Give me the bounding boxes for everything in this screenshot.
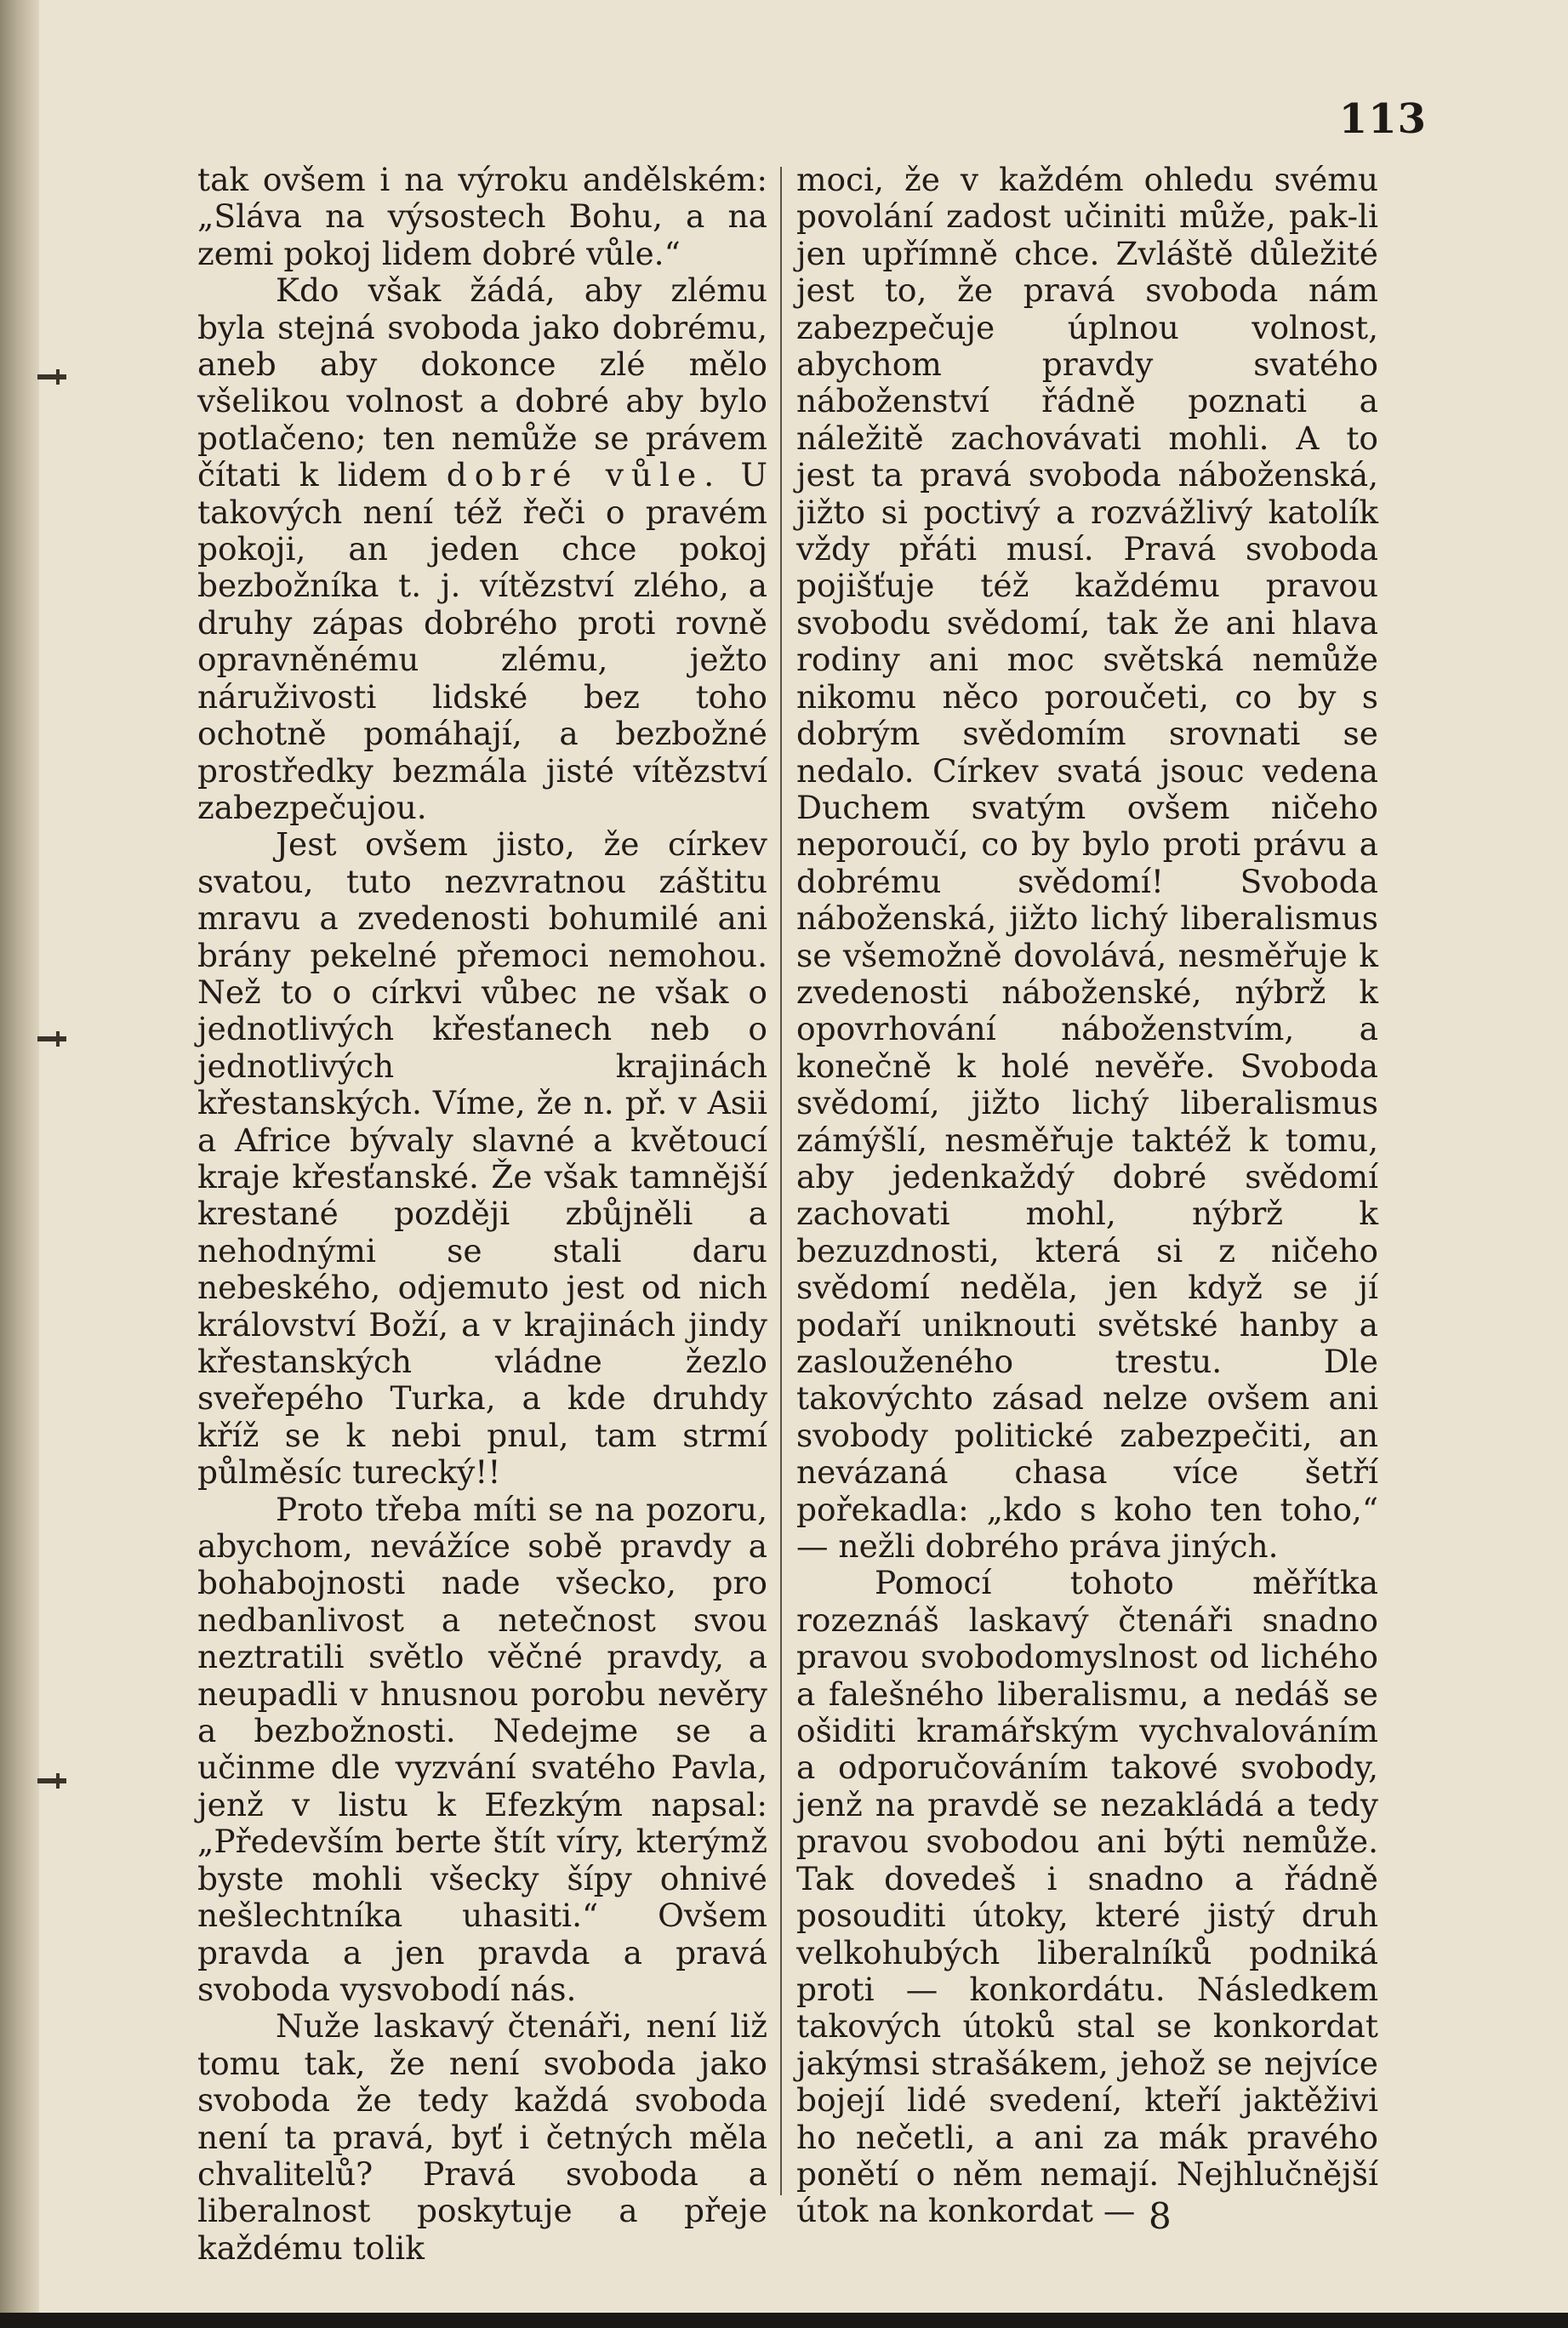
text-run: U takových není též řeči o pravém pokoji, an jeden chce pokoj bezbožníka t. j. vítězství zlého, a druhy zápas dobrého proti rovně opravněnému zlému, ježto náruživosti lidské bez toho ochotně pomáhají, a bezbožné prostředky bezmála jisté vítězství zabezpečujou.: [197, 456, 768, 826]
paragraph: moci, že v každém ohledu svému povolání zadost učiniti může, pak-li jen upřímně chce. Zvláště důležité jest to, že pravá svoboda nám zabezpečuje úplnou volnost, abychom pravdy svatého náboženství řádně poznati a náležitě zachovávati mohli. A to jest ta pravá svoboda náboženská, jižto si poctivý a rozvážlivý katolík vždy přáti musí. Pravá svoboda pojišťuje též každému pravou svobodu svědomí, tak že ani hlava rodiny ani moc světská nemůže nikomu něco poroučeti, co by s dobrým svědomím srovnati se nedalo. Církev svatá jsouc vedena Duchem svatým ovšem ničeho neporoučí, co by bylo proti právu a dobrému svědomí! Svoboda náboženská, jižto lichý liberalismus se všemožně dovolává, nesměřuje k zvedenosti náboženské, nýbrž k opovrhování náboženstvím, a konečně k holé nevěře. Svoboda svědomí, jižto lichý liberalismus zámýšlí, nesměřuje taktéž k tomu, aby jedenkaždý dobré svědomí zachovati mohl, nýbrž k bezuzdnosti, která si z ničeho svědomí neděla, jen když se jí podaří uniknouti světské hanby a zaslouženého trestu. Dle takovýchto zásad nelze ovšem ani svobody politické zabezpečiti, an nevázaná chasa více šetří pořekadla: „kdo s koho ten toho,“ — nežli dobrého práva jiných.: [796, 161, 1378, 1566]
right-column: [796, 162, 1378, 2230]
signature-mark: 8: [1149, 2195, 1172, 2237]
text-run: Kdo však žádá, aby zlému byla stejná svoboda jako dobrému, aneb aby dokonce zlé mělo všelikou volnost a dobré aby bylo potlačeno; ten nemůže se právem čítati k lidem: [197, 271, 767, 494]
paragraph: Pomocí tohoto měřítka rozeznáš laskavý čtenáři snadno pravou svobodomyslnost od lichého a falešného liberalismu, a nedáš se ošiditi kramářským vychvalováním a odporučováním takové svobody, jenž na pravdě se nezakládá a tedy pravou svobodou ani býti nemůže. Tak dovedeš i snadno a řádně posouditi útoky, které jistý druh velkohubých liberalníků podniká proti — konkordátu. Následkem takových útoků stal se konkordat jakýmsi strašákem, jehož se nejvíce bojejí lidé svedení, kteří jaktěživi ho nečetli, a ani za mák pravého ponětí o něm nemají. Nejhlučnější útok na konkordat —: [796, 1564, 1378, 2230]
paragraph: tak ovšem i na výroku andělském: „Sláva na výsostech Bohu, a na zemi pokoj lidem dobré vůle.“: [197, 161, 767, 272]
page-gutter: [0, 0, 39, 2328]
scan-edge: [0, 2313, 1568, 2328]
paragraph: Jest ovšem jisto, že církev svatou, tuto nezvratnou záštitu mravu a zvedenosti bohumilé ani brány pekelné přemoci nemohou. Než to o církvi vůbec ne však o jednotlivých křesťanech neb o jednotlivých krajinách křestanských. Víme, že n. př. v Asii a Africe bývaly slavné a květoucí kraje křesťanské. Že však tamnější krestané později zbůjněli a nehodnými se stali daru nebeského, odjemuto jest od nich království Boží, a v krajinách jindy křestanských vládne žezlo sveřepého Turka, a kde druhdy kříž se k nebi pnul, tam strmí půlměsíc turecký!!: [197, 825, 767, 1492]
left-column: [197, 162, 767, 2267]
spaced-emphasis: dobré vůle.: [446, 456, 722, 494]
margin-mark: [37, 1778, 66, 1783]
margin-mark: [37, 1036, 66, 1041]
paragraph: [197, 272, 767, 826]
column-divider: [780, 167, 782, 2195]
margin-mark: [37, 374, 66, 379]
page-number: 113: [1338, 95, 1427, 143]
paragraph: Proto třeba míti se na pozoru, abychom, nevážíce sobě pravdy a bohabojnosti nade všecko, pro nedbanlivost a netečnost svou neztratili světlo věčné pravdy, a neupadli v hnusnou porobu nevěry a bezbožnosti. Nedejme se a učinme dle vyzvání svatého Pavla, jenž v listu k Efezkým napsal: „Především berte štít víry, kterýmž byste mohli všecky šípy ohnivé nešlechtníka uhasiti.“ Ovšem pravda a jen pravda a pravá svoboda vysvobodí nás.: [197, 1490, 767, 2008]
paragraph: Nuže laskavý čtenáři, není liž tomu tak, že není svoboda jako svoboda že tedy každá svoboda není ta pravá, byť i četných měla chvalitelů? Pravá svoboda a liberalnost poskytuje a přeje každému tolik: [197, 2007, 767, 2267]
